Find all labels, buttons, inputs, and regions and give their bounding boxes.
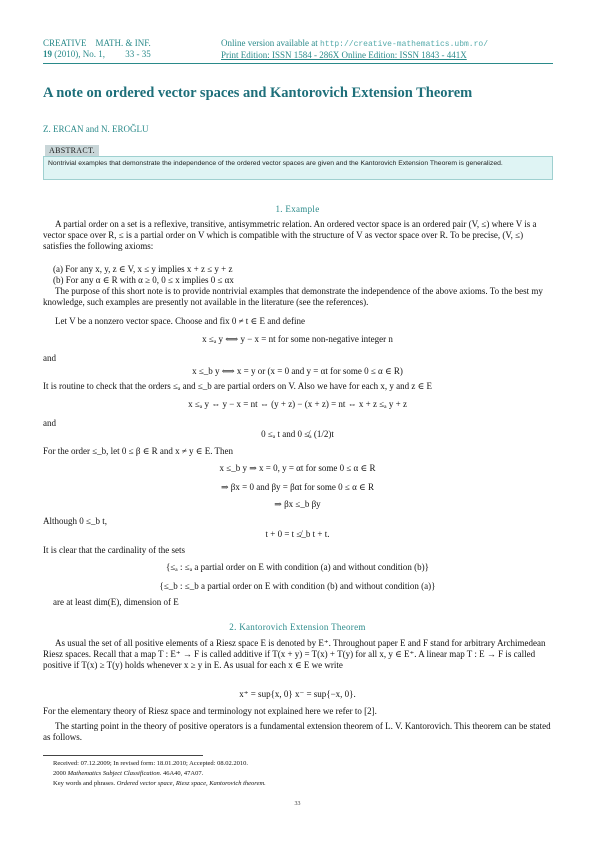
- equation-order-b-step-2: ⇒ βx = 0 and βy = βαt for some 0 ≤ α ∈ R: [221, 482, 374, 492]
- page-number: 33: [294, 801, 301, 807]
- section-1-heading: 1. Example: [275, 204, 320, 214]
- section-1-paragraph-7: It is clear that the cardinality of the sets: [43, 545, 185, 555]
- abstract-text: Nontrivial examples that demonstrate the independence of the ordered vector spaces are given and the Kantorovich Extension Theorem is generalized.: [48, 160, 503, 167]
- abstract-box: [43, 156, 553, 180]
- section-2-paragraph-1: As usual the set of all positive elements of a Riesz space E is denoted by E⁺. Throughout paper E and F stand for arbitrary Archimedean Riesz spaces. Recall that a map T : E⁺ → F is called additive if T(x + y) = T(x) + T(y) for all x, y ∈ E⁺. A linear map T : E → F is called positive if T(x) ≥ T(y) holds whenever x ≥ y in E. As usual for each x ∈ E we write: [43, 638, 546, 670]
- journal-header-left: [43, 38, 193, 60]
- definition-order-b: x ≤_b y ⟺ x = y or (x = 0 and y = αt for some 0 ≤ α ∈ R): [192, 366, 403, 376]
- author-conjunction: and: [85, 124, 99, 134]
- set-order-b: {≤_b : ≤_b a partial order on E with condition (b) and without condition (a)}: [159, 581, 436, 591]
- section-1-paragraph-1: A partial order on a set is a reflexive, transitive, antisymmetric relation. An ordered vector space is an ordered pair (V, ≤) where V is a vector space over R, ≤ is a partial order on V which is compatible with the structure of V as vector space over R. To be precise, (V, ≤) satisfies the following axioms:: [43, 219, 537, 251]
- issue-info: (2010), No. 1,: [54, 49, 105, 59]
- section-2-paragraph-3: The starting point in the theory of positive operators is a fundamental extension theorem of L. V. Kantorovich. This theorem can be stated as follows.: [43, 721, 551, 742]
- section-2-heading: 2. Kantorovich Extension Theorem: [229, 622, 366, 632]
- section-1-paragraph-6: Although 0 ≤_b t,: [43, 516, 107, 526]
- page-range: 33 - 35: [125, 49, 151, 59]
- axiom-a: (a) For any x, y, z ∈ V, x ≤ y implies x + z ≤ y + z: [53, 264, 233, 274]
- author-2: N. EROĞLU: [101, 124, 149, 134]
- footnote-rule: [43, 755, 203, 756]
- equation-order-b-counterexample: t + 0 = t ≰_b t + t.: [265, 529, 330, 539]
- article-title: A note on ordered vector spaces and Kantorovich Extension Theorem: [43, 85, 473, 101]
- axiom-b: (b) For any α ∈ R with α ≥ 0, 0 ≤ x implies 0 ≤ αx: [53, 275, 234, 285]
- online-url-link[interactable]: http://creative-mathematics.ubm.ro/: [319, 40, 488, 49]
- equation-order-b-step-3: ⇒ βx ≤_b βy: [274, 499, 321, 509]
- definition-order-a: x ≤ₐ y ⟺ y − x = nt for some non-negative integer n: [202, 334, 393, 344]
- header-rule: [43, 63, 553, 64]
- volume-number: 19: [43, 49, 52, 59]
- section-2-paragraph-2: For the elementary theory of Riesz space and terminology not explained here we refer to [2].: [43, 706, 377, 716]
- equation-positive-negative-parts: x⁺ = sup{x, 0} x⁻ = sup{−x, 0}.: [239, 689, 356, 699]
- section-1-paragraph-2: The purpose of this short note is to provide nontrivial examples that demonstrate the independence of the above axioms. To the best my knowledge, such examples are presently not available in the literature (see the references).: [43, 286, 543, 307]
- equation-order-a-compatibility: x ≤ₐ y ⇔ y − x = nt ⇔ (y + z) − (x + z) = nt ⇔ x + z ≤ₐ y + z: [188, 399, 407, 409]
- equation-order-b-step-1: x ≤_b y ⇒ x = 0, y = αt for some 0 ≤ α ∈ R: [219, 463, 376, 473]
- author-1: Z. ERCAN: [43, 124, 84, 134]
- print-edition-issn: Print Edition: ISSN 1584 - 286X Online Edition: ISSN 1843 - 441X: [221, 50, 467, 60]
- footnote-keywords: Key words and phrases. Ordered vector space, Riesz space, Kantorovich theorem.: [53, 780, 266, 787]
- journal-name-part1: CREATIVE: [43, 38, 87, 48]
- article-authors: [43, 124, 149, 134]
- connector-and-2: and: [43, 418, 56, 428]
- equation-order-a-counterexample: 0 ≤ₐ t and 0 ≰ₐ (1/2)t: [261, 429, 334, 439]
- section-1-paragraph-3: Let V be a nonzero vector space. Choose and fix 0 ≠ t ∈ E and define: [55, 316, 305, 326]
- connector-and-1: and: [43, 353, 56, 363]
- section-1-paragraph-4: It is routine to check that the orders ≤ₐ and ≤_b are partial orders on V. Also we have for each x, y and z ∈ E: [43, 381, 433, 391]
- footnote-msc: 2000 Mathematics Subject Classification. 46A40, 47A07.: [53, 770, 204, 777]
- journal-header-right: [221, 38, 561, 61]
- set-order-a: {≤ₐ : ≤ₐ a partial order on E with condition (a) and without condition (b)}: [166, 562, 429, 572]
- section-1-paragraph-5: For the order ≤_b, let 0 ≤ β ∈ R and x ≠ y ∈ E. Then: [43, 446, 234, 456]
- footnote-dates: Received: 07.12.2009; In revised form: 18.01.2010; Accepted: 08.02.2010.: [53, 760, 248, 767]
- online-version-label: Online version available at: [221, 38, 318, 48]
- section-1-paragraph-8: are at least dim(E), dimension of E: [53, 597, 179, 607]
- abstract-label: ABSTRACT.: [45, 145, 99, 156]
- journal-name-part2: MATH. & INF.: [95, 38, 151, 48]
